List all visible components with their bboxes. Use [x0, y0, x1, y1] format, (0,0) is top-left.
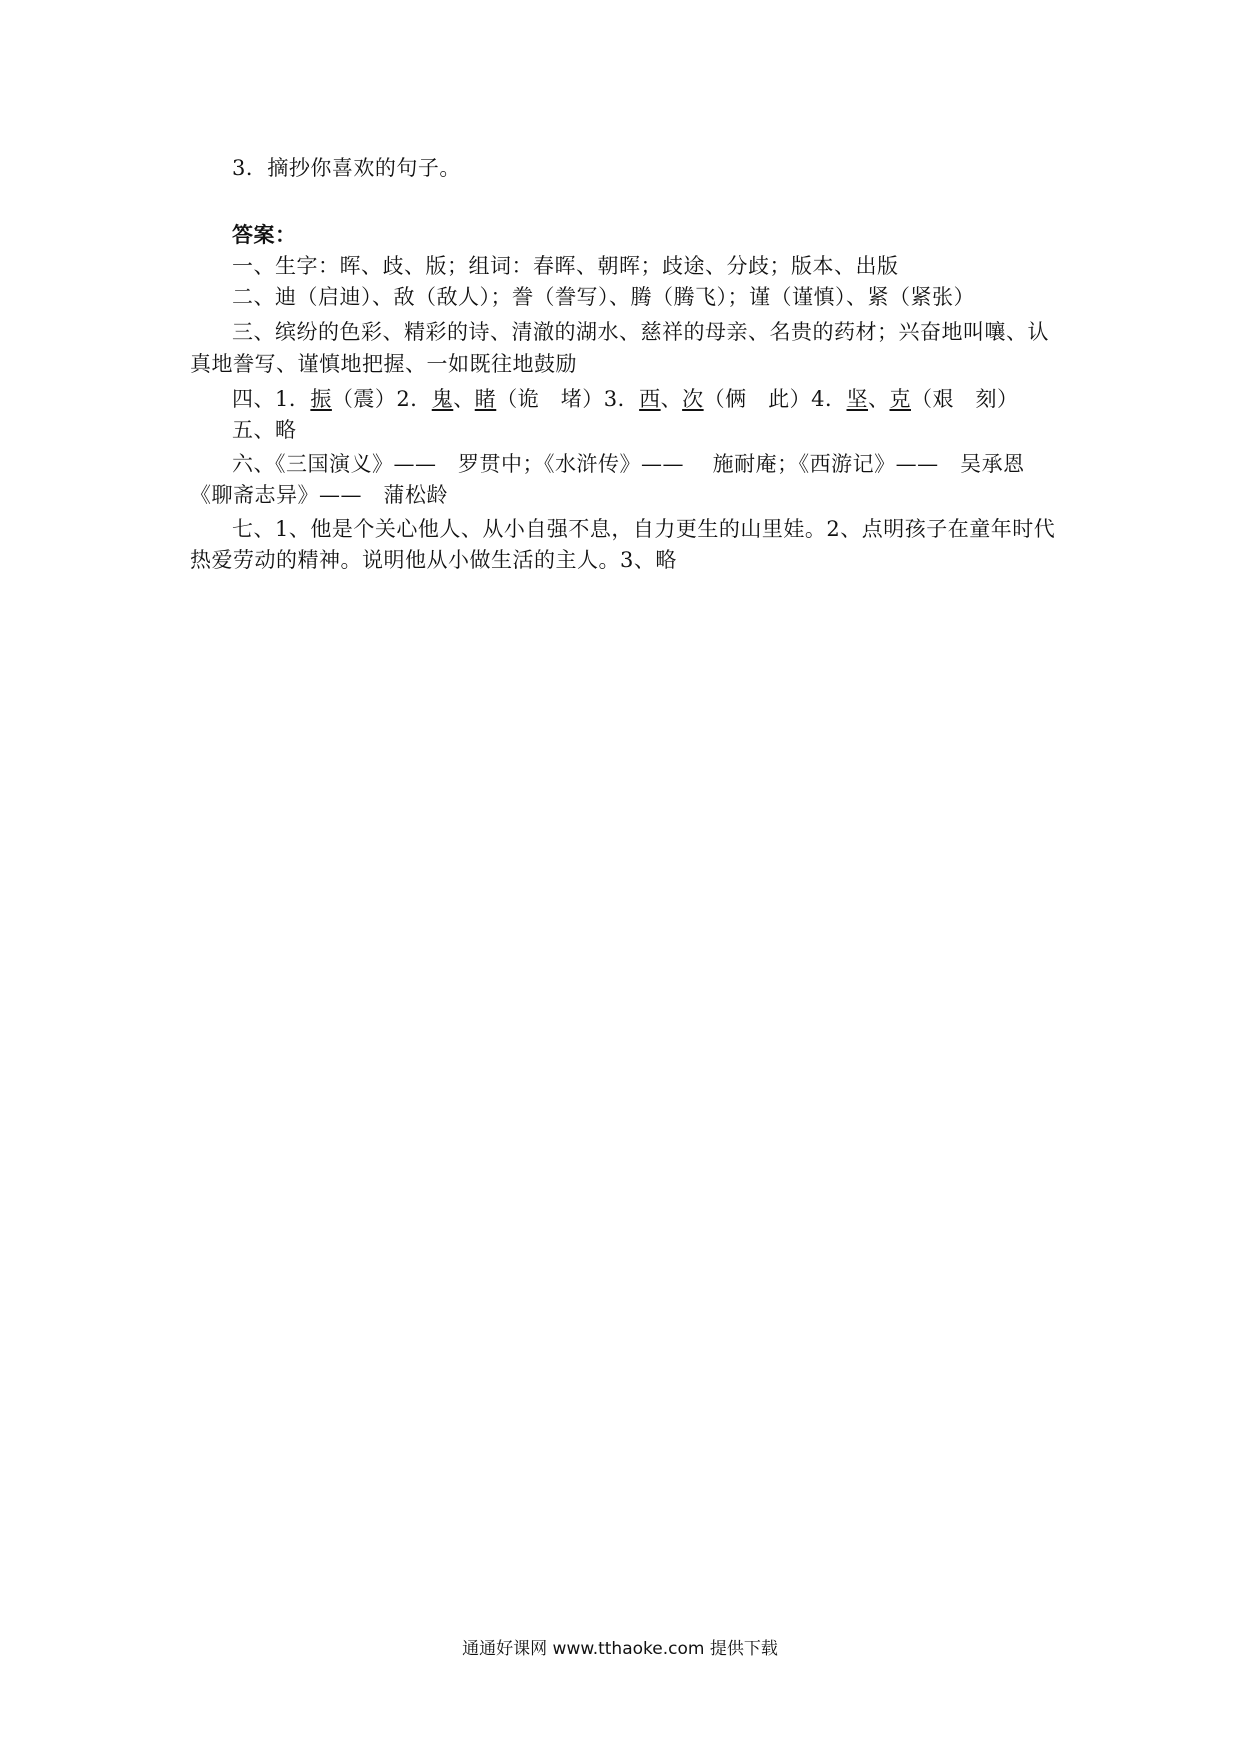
answer-4-separator: 、: [868, 387, 890, 411]
answer-2: 二、迪（启迪）、敌（敌人）；誊（誊写）、腾（腾飞）；谨（谨慎）、紧（紧张）: [232, 285, 975, 309]
answer-4-text: （俩 此）4．: [703, 387, 847, 411]
answer-4-separator: 、: [660, 387, 683, 411]
answer-4-underlined-word: 振: [310, 387, 332, 411]
question-3-text: 3．摘抄你喜欢的句子。: [232, 156, 461, 180]
answer-6-line-2: 《聊斋志异》—— 蒲松龄: [190, 483, 448, 507]
answer-4-underlined-word: 睹: [474, 387, 497, 411]
answer-7-line-1: 七、1、他是个关心他人、从小自强不息，自力更生的山里娃。2、点明孩子在童年时代: [232, 517, 1056, 541]
answers-heading: 答案：: [232, 222, 297, 247]
answer-4: [232, 384, 1019, 414]
answer-7-line-2: 热爱劳动的精神。说明他从小做生活的主人。3、略: [190, 548, 677, 572]
answer-4-separator: 、: [453, 387, 475, 411]
answer-4-text: （震）2．: [331, 387, 432, 411]
answer-4-underlined-word: 坚: [846, 387, 868, 411]
answer-3-line-1: 三、缤纷的色彩、精彩的诗、清澈的湖水、慈祥的母亲、名贵的药材；兴奋地叫嚷、认: [232, 320, 1049, 344]
page-footer: 通通好课网 www.tthaoke.com 提供下载: [462, 1639, 778, 1659]
answer-6-line-1: 六、《三国演义》—— 罗贯中；《水浒传》—— 施耐庵；《西游记》—— 吴承恩: [232, 452, 1025, 476]
answer-4-underlined-word: 次: [682, 387, 704, 411]
answer-4-prefix: 四、1．: [232, 387, 311, 411]
answer-4-text: （诡 堵）3．: [496, 387, 640, 411]
answer-3-line-2: 真地誊写、谨慎地把握、一如既往地鼓励: [190, 352, 577, 376]
answer-4-underlined-word: 鬼: [431, 387, 454, 411]
answer-4-text: （艰 刻）: [911, 387, 1019, 411]
answer-4-underlined-word: 西: [639, 387, 661, 411]
answer-4-underlined-word: 克: [889, 387, 911, 411]
answer-1: 一、生字：晖、歧、版；组词：春晖、朝晖；歧途、分歧；版本、出版: [232, 254, 899, 278]
answer-5: 五、略: [232, 418, 297, 442]
